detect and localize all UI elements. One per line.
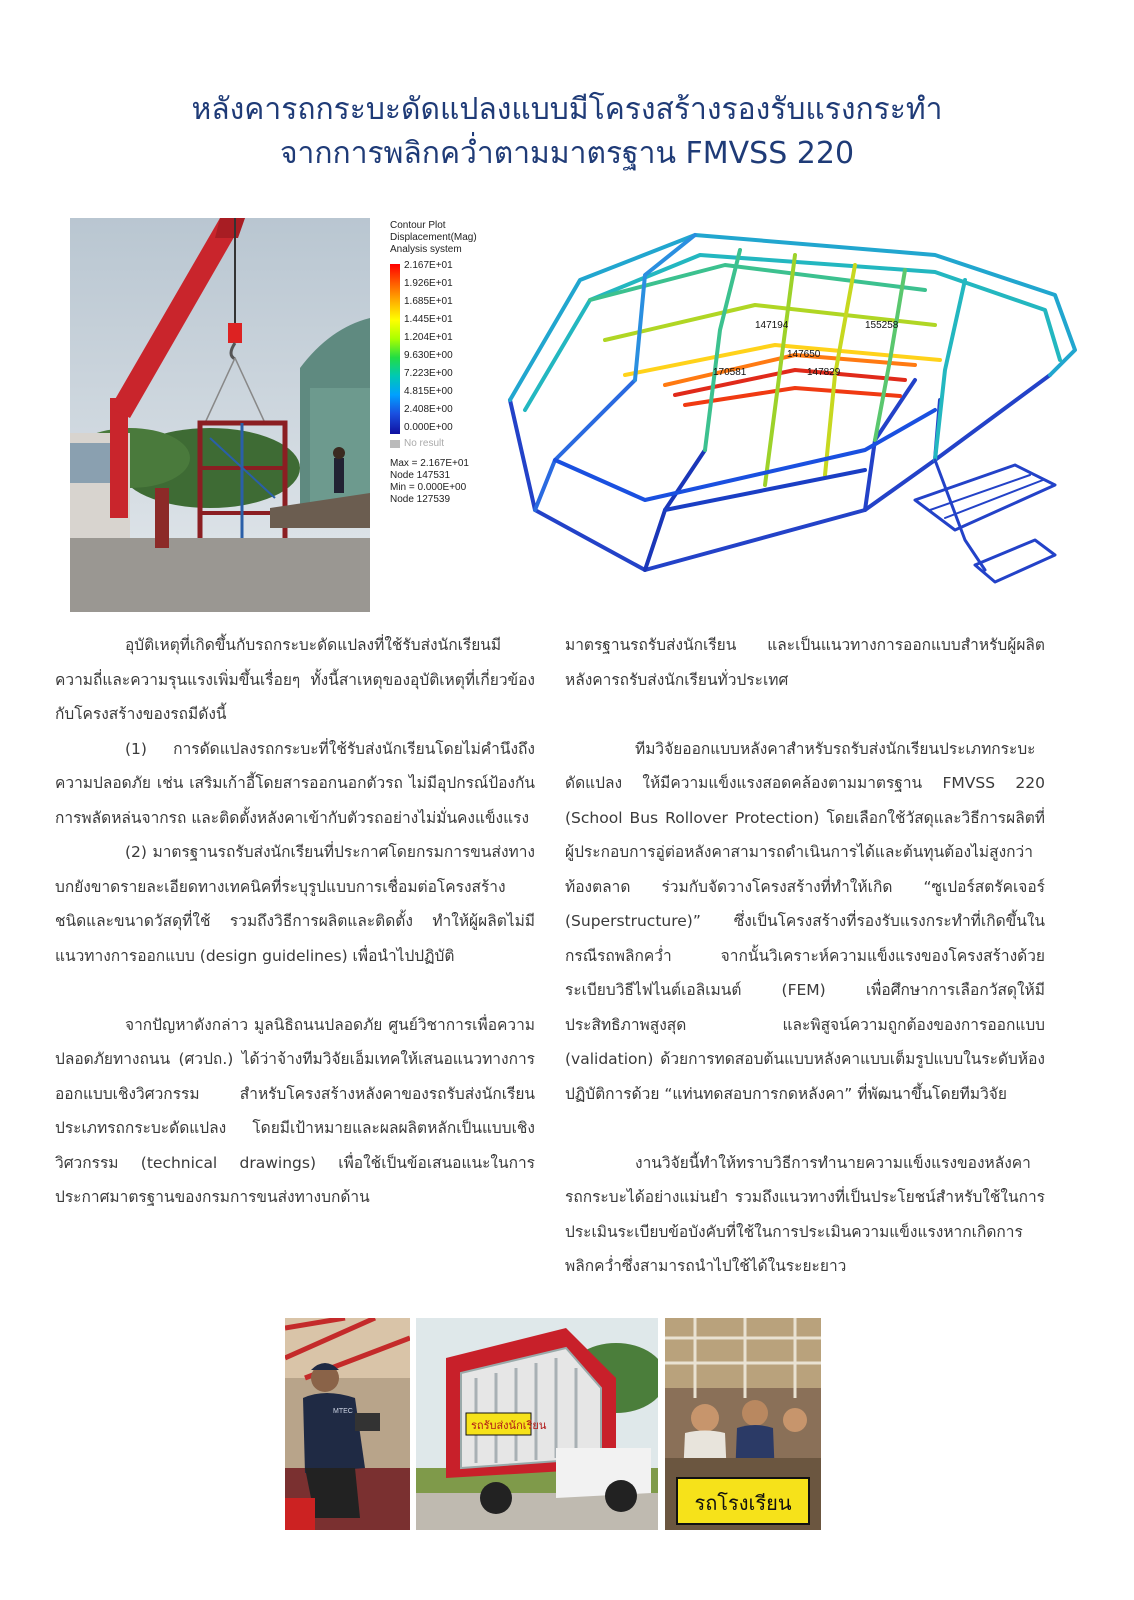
legend-no-result-swatch <box>390 440 400 448</box>
paragraph: ทีมวิจัยออกแบบหลังคาสำหรับรถรับส่งนักเรียนประเภทกระบะดัดแปลง ให้มีความแข็งแรงสอดคล้องตามมาตรฐาน FMVSS 220 (School Bus Rollover Protection) โดยเลือกใช้วัสดุและวิธีการผลิตที่ผู้ประกอบการอู่ต่อหลังคาสามารถดำเนินการได้และต้นทุนต้องไม่สูงกว่าท้องตลาด ร่วมกับจัดวางโครงสร้างที่ทำให้เกิด “ซูเปอร์สตรัคเจอร์ (Superstructure)” ซึ่งเป็นโครงสร้างที่รองรับแรงกระทำที่เกิดขึ้นในกรณีรถพลิกคว่ำ จากนั้นวิเคราะห์ความแข็งแรงของโครงสร้างด้วยระเบียบวิธีไฟไนต์เอลิเมนต์ (FEM) เพื่อศึกษาการเลือกวัสดุให้มีประสิทธิภาพสูงสุด และพิสูจน์ความถูกต้องของการออกแบบ (validation) ด้วยการทดสอบต้นแบบหลังคาแบบเต็มรูปแบบในระดับห้องปฏิบัติการด้วย “แท่นทดสอบการกดหลังคา” ที่พัฒนาขึ้นโดยทีมวิจัย <box>565 739 1045 1103</box>
school-truck-illustration <box>416 1318 658 1530</box>
paragraph: มาตรฐานรถรับส่งนักเรียน และเป็นแนวทางการออกแบบสำหรับผู้ผลิตหลังคารถรับส่งนักเรียนทั่วประเทศ <box>565 636 1045 689</box>
fem-roof-frame-plot <box>495 210 1085 610</box>
truck-sign-text: รถรับส่งนักเรียน <box>471 1419 547 1432</box>
engineer-illustration <box>285 1318 410 1530</box>
legend-max-node: Node 147531 <box>390 470 451 481</box>
crane-test-illustration <box>70 218 370 612</box>
legend-max: Max = 2.167E+01 <box>390 458 469 469</box>
legend-min-node: Node 127539 <box>390 494 451 505</box>
legend-value: 1.926E+01 <box>404 278 453 289</box>
legend-no-result: No result <box>404 438 445 449</box>
legend-value: 2.408E+00 <box>404 404 453 415</box>
fem-node-label: 170581 <box>713 367 747 378</box>
legend-value: 4.815E+00 <box>404 386 453 397</box>
crane-test-photo <box>70 218 370 612</box>
legend-value: 1.445E+01 <box>404 314 453 325</box>
engineer-photo <box>285 1318 410 1530</box>
right-text-column <box>565 628 1045 1284</box>
legend-value: 9.630E+00 <box>404 350 453 361</box>
legend-value: 1.204E+01 <box>404 332 453 343</box>
paragraph: จากปัญหาดังกล่าว มูลนิธิถนนปลอดภัย ศูนย์วิชาการเพื่อความปลอดภัยทางถนน (ศวปถ.) ได้ว่าจ้างทีมวิจัยเอ็มเทคให้เสนอแนวทางการออกแบบเชิงวิศวกรรม สำหรับโครงสร้างหลังคาของรถรับส่งนักเรียนประเภทรถกระบะดัดแปลง โดยมีเป้าหมายและผลผลิตหลักเป็นแบบเชิงวิศวกรรม (technical drawings) เพื่อใช้เป็นข้อเสนอแนะในการประกาศมาตรฐานของกรมการขนส่งทางบกด้าน <box>55 1015 535 1206</box>
paragraph: (2) มาตรฐานรถรับส่งนักเรียนที่ประกาศโดยกรมการขนส่งทางบกยังขาดรายละเอียดทางเทคนิคที่ระบุรูปแบบการเชื่อมต่อโครงสร้าง ชนิดและขนาดวัสดุที่ใช้ รวมถึงวิธีการผลิตและติดตั้ง ทำให้ผู้ผลิตไม่มีแนวทางการออกแบบ (design guidelines) เพื่อนำไปปฏิบัติ <box>55 843 535 965</box>
legend-head-line: Analysis system <box>390 244 462 255</box>
page-title <box>0 88 1134 176</box>
legend-value: 2.167E+01 <box>404 260 453 271</box>
legend-min: Min = 0.000E+00 <box>390 482 467 493</box>
legend-value: 1.685E+01 <box>404 296 453 307</box>
left-text-column <box>55 628 535 1215</box>
school-sign-text: รถโรงเรียน <box>694 1491 792 1515</box>
legend-color-bar <box>390 264 400 434</box>
fem-node-label: 147829 <box>807 367 841 378</box>
students-illustration <box>665 1318 821 1530</box>
legend-head-line: Displacement(Mag) <box>390 232 477 243</box>
fem-node-label: 147194 <box>755 320 789 331</box>
title-line-1: หลังคารถกระบะดัดแปลงแบบมีโครงสร้างรองรับแรงกระทำ <box>191 92 943 127</box>
fem-node-label: 147650 <box>787 349 821 360</box>
shirt-logo: MTEC <box>333 1408 353 1415</box>
paragraph: (1) การดัดแปลงรถกระบะที่ใช้รับส่งนักเรียนโดยไม่คำนึงถึงความปลอดภัย เช่น เสริมเก้าอี้โดยสารออกนอกตัวรถ ไม่มีอุปกรณ์ป้องกันการพลัดหล่นจากรถ และติดตั้งหลังคาเข้ากับตัวรถอย่างไม่มั่นคงแข็งแรง <box>55 739 535 827</box>
students-photo <box>665 1318 821 1530</box>
paragraph: อุบัติเหตุที่เกิดขึ้นกับรถกระบะดัดแปลงที่ใช้รับส่งนักเรียนมีความถี่และความรุนแรงเพิ่มขึ้นเรื่อยๆ ทั้งนี้สาเหตุของอุบัติเหตุที่เกี่ยวข้องกับโครงสร้างของรถมีดังนี้ <box>55 636 535 723</box>
legend-value: 0.000E+00 <box>404 422 453 433</box>
school-truck-photo <box>416 1318 658 1530</box>
legend-head-line: Contour Plot <box>390 220 446 231</box>
title-line-2: จากการพลิกคว่ำตามมาตรฐาน FMVSS 220 <box>279 136 855 171</box>
fem-node-label: 155258 <box>865 320 899 331</box>
legend-value: 7.223E+00 <box>404 368 453 379</box>
paragraph: งานวิจัยนี้ทำให้ทราบวิธีการทำนายความแข็งแรงของหลังคารถกระบะได้อย่างแม่นยำ รวมถึงแนวทางที่เป็นประโยชน์สำหรับใช้ในการประเมินระเบียบข้อบังคับที่ใช้ในการประเมินความแข็งแรงหากเกิดการพลิกคว่ำซึ่งสามารถนำไปใช้ได้ในระยะยาว <box>565 1153 1045 1275</box>
